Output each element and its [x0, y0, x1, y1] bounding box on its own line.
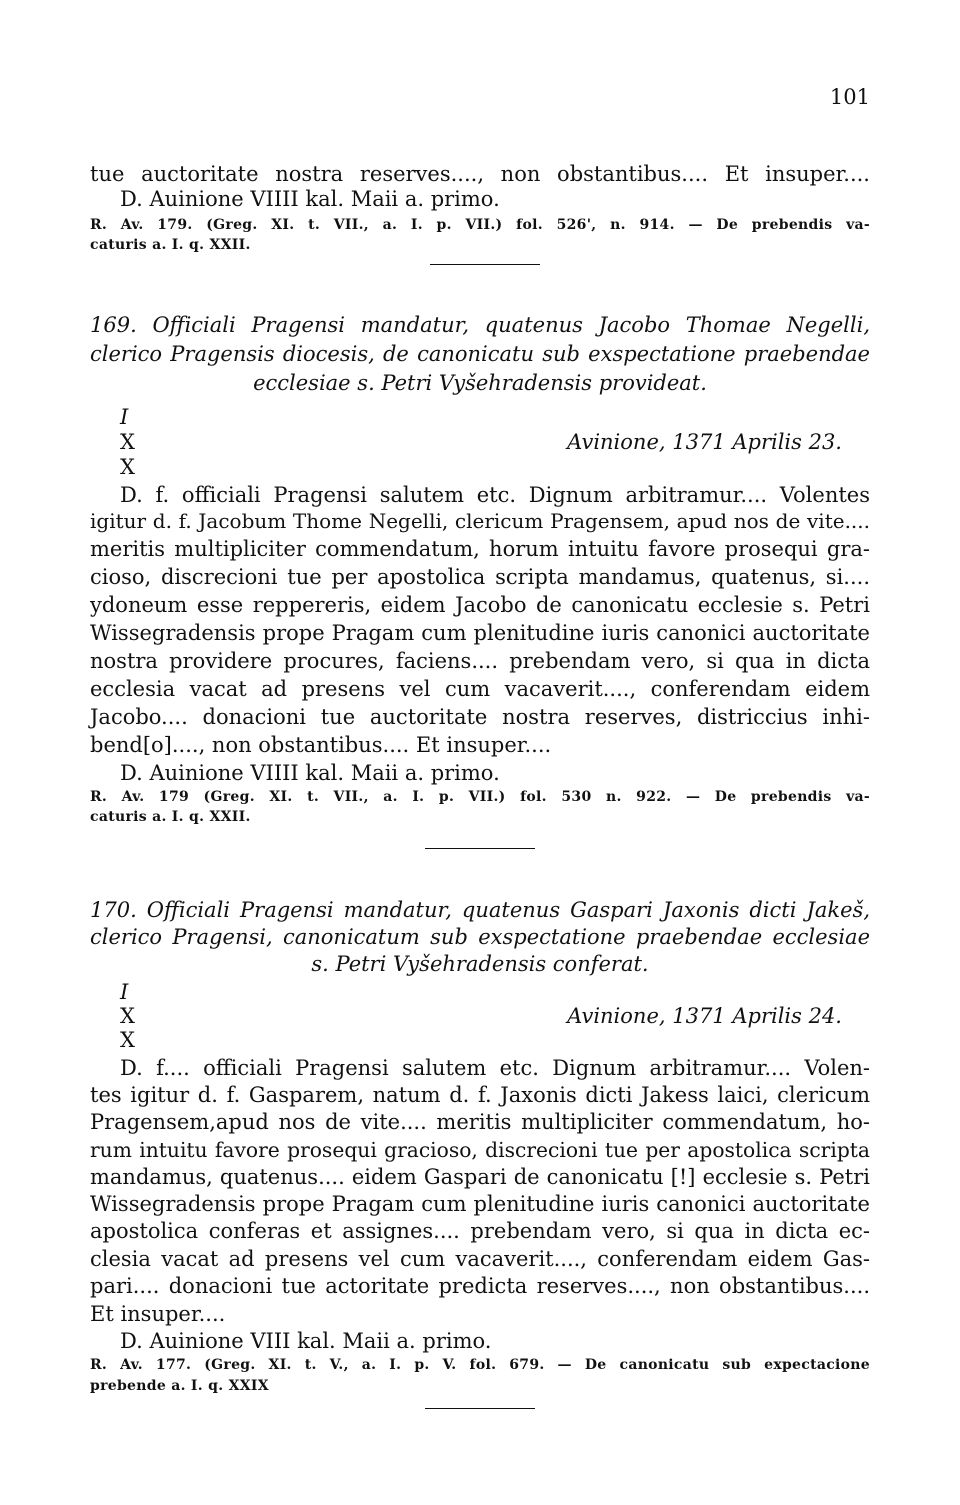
entry-169-body-line: cioso, discrecioni tue per apostolica scripta mandamus, quatenus, si.... [90, 565, 870, 589]
section-divider [425, 1408, 535, 1409]
roman-numeral: X [120, 455, 135, 479]
entry-169-body-line: ydoneum esse reppereris, eidem Jacobo de canonicatu ecclesie s. Petri [90, 593, 870, 617]
roman-numeral: I [120, 405, 129, 429]
archival-reference: caturis a. I. q. XXII. [90, 237, 251, 253]
entry-169-body-line: nostra providere procures, faciens.... prebendam vero, si qua in dicta [90, 649, 870, 673]
entry-170-date: Avinione, 1371 Aprilis 24. [567, 1004, 842, 1028]
entry-169-body-line: Jacobo.... donacioni tue auctoritate nostra reserves, districcius inhi- [90, 705, 870, 729]
entry-170-title: clerico Pragensi, canonicatum sub exspectatione praebendae ecclesiae [90, 925, 870, 949]
roman-numeral: X [120, 430, 135, 454]
page-number: 101 [829, 85, 870, 109]
roman-numeral: I [120, 980, 129, 1004]
entry-170-body-line: pari.... donacioni tue actoritate predicta reserves...., non obstantibus.... [90, 1274, 870, 1298]
entry-169-body-line: ecclesia vacat ad presens vel cum vacaverit...., conferendam eidem [90, 677, 870, 701]
entry-169-title: clerico Pragensis diocesis, de canonicatu sub exspectatione praebendae [90, 342, 870, 366]
entry-169-body-line: Wissegradensis prope Pragam cum plenitudine iuris canonici auctoritate [90, 621, 870, 645]
section-divider [430, 264, 540, 265]
entry-169-closing: D. Auinione VIIII kal. Maii a. primo. [120, 761, 500, 785]
entry-170-body-line: rum intuitu favore prosequi gracioso, discrecioni tue per apostolica scripta [90, 1138, 870, 1162]
entry-169-date: Avinione, 1371 Aprilis 23. [567, 430, 842, 454]
entry-170-body-line: Wissegradensis prope Pragam cum plenitudine iuris canonici auctoritate [90, 1192, 870, 1216]
entry-169-title: ecclesiae s. Petri Vyšehradensis provideat. [253, 371, 707, 395]
section-divider [425, 848, 535, 849]
entry-170-title: s. Petri Vyšehradensis conferat. [311, 952, 649, 976]
archival-reference: caturis a. I. q. XXII. [90, 809, 251, 825]
archival-reference: R. Av. 177. (Greg. XI. t. V., a. I. p. V. fol. 679. — De canonicatu sub expectacione [90, 1357, 870, 1373]
entry-169-title: 169. Officiali Pragensi mandatur, quatenus Jacobo Thomae Negelli, [90, 313, 870, 337]
entry-170-body-line: apostolica conferas et assignes.... prebendam vero, si qua in dicta ec- [90, 1219, 870, 1243]
entry-170-body-line: D. f.... officiali Pragensi salutem etc. Dignum arbitramur.... Volen- [120, 1056, 870, 1080]
entry-170-body-line: mandamus, quatenus.... eidem Gaspari de canonicatu [!] ecclesie s. Petri [90, 1165, 870, 1189]
entry-169-body-line: meritis multipliciter commendatum, horum intuitu favore prosequi gra- [90, 537, 870, 561]
roman-numeral: X [120, 1028, 135, 1052]
roman-numeral: X [120, 1004, 135, 1028]
entry-170-body-line: clesia vacat ad presens vel cum vacaverit...., conferendam eidem Gas- [90, 1247, 870, 1271]
continuation-line: tue auctoritate nostra reserves...., non obstantibus.... Et insuper.... [90, 162, 870, 186]
entry-169-body-line: igitur d. f. Jacobum Thome Negelli, clericum Pragensem, apud nos de vite.... [90, 509, 870, 533]
archival-reference: R. Av. 179. (Greg. XI. t. VII., a. I. p. VII.) fol. 526', n. 914. — De prebendis va- [90, 217, 870, 233]
entry-170-title: 170. Officiali Pragensi mandatur, quatenus Gaspari Jaxonis dicti Jakeš, [90, 898, 870, 922]
entry-170-body-line: tes igitur d. f. Gasparem, natum d. f. Jaxonis dicti Jakess laici, clericum [90, 1083, 870, 1107]
entry-170-body-line: Pragensem,apud nos de vite.... meritis multipliciter commendatum, ho- [90, 1110, 870, 1134]
entry-170-closing: D. Auinione VIII kal. Maii a. primo. [120, 1329, 492, 1353]
entry-169-body-line: D. f. officiali Pragensi salutem etc. Dignum arbitramur.... Volentes [120, 483, 870, 507]
archival-reference: R. Av. 179 (Greg. XI. t. VII., a. I. p. VII.) fol. 530 n. 922. — De prebendis va- [90, 789, 870, 805]
entry-169-body-line: bend[o]...., non obstantibus.... Et insuper.... [90, 733, 552, 757]
continuation-closing: D. Auinione VIIII kal. Maii a. primo. [120, 187, 500, 211]
entry-170-body-line: Et insuper.... [90, 1302, 226, 1326]
archival-reference: prebende a. I. q. XXIX [90, 1378, 269, 1394]
